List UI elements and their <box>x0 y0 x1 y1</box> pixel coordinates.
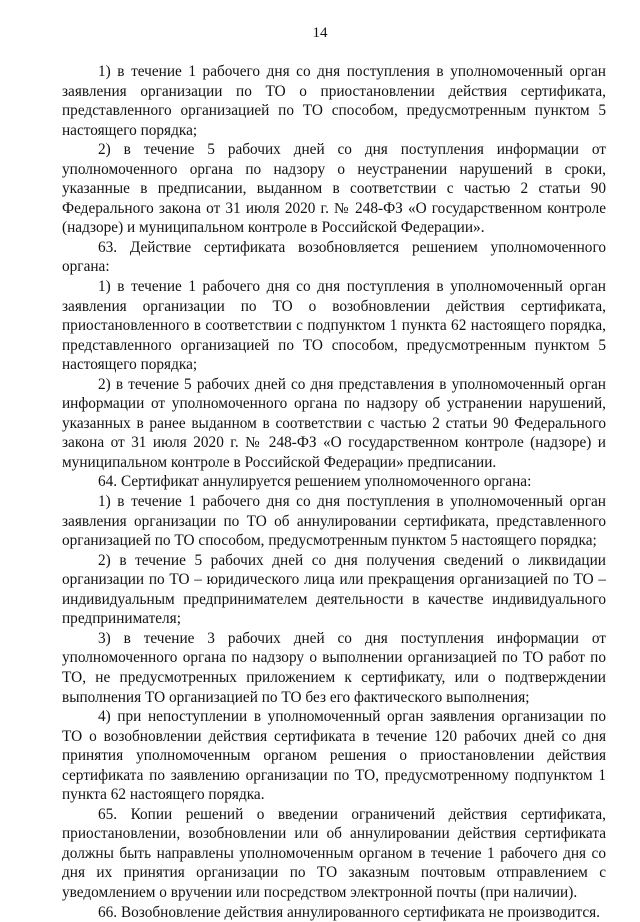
paragraph-64-item-1: 1) в течение 1 рабочего дня со дня поступления в уполномоченный орган заявления организации по ТО об аннулировании сертификата, представленного организацией по ТО способом, предусмотренным пунктом 5 настоящего порядка; <box>62 493 606 550</box>
paragraph-62-item-1: 1) в течение 1 рабочего дня со дня поступления в уполномоченный орган заявления организации по ТО о приостановлении действия сертификата, представленного организацией по ТО способом, предусмотренным пунктом 5 настоящего порядка; <box>62 63 606 139</box>
paragraph-63-item-1: 1) в течение 1 рабочего дня со дня поступления в уполномоченный орган заявления организации по ТО о возобновлении действия сертификата, приостановленного в соответствии с подпунктом 1 пункта 62 настоящего порядка, представленного организацией по ТО способом, предусмотренным пунктом 5 настоящего порядка; <box>62 278 606 374</box>
paragraph-64-item-2: 2) в течение 5 рабочих дней со дня получения сведений о ликвидации организации по ТО – юридического лица или прекращения организацией по ТО – индивидуальным предпринимателем деятельности в качестве индивидуального предпринимателя; <box>62 551 606 628</box>
page-number: 14 <box>312 25 328 41</box>
paragraph-64: 64. Сертификат аннулируется решением уполномоченного органа: <box>98 473 532 491</box>
paragraph-63: 63. Действие сертификата возобновляется решением уполномоченного органа: <box>62 238 606 276</box>
document-body <box>62 62 606 922</box>
paragraph-65: 65. Копии решений о введении ограничений действия сертификата, приостановлении, возобновлении или об аннулировании действия сертификата должны быть направлены уполномоченным органом в течение 1 рабочего дня со дня их принятия организации по ТО заказным почтовым отправлением с уведомлением о вручении или посредством электронной почты (при наличии). <box>62 805 606 901</box>
paragraph-66: 66. Возобновление действия аннулированного сертификата не производится. <box>98 903 600 921</box>
paragraph-63-item-2: 2) в течение 5 рабочих дней со дня представления в уполномоченный орган информации от уполномоченного органа по надзору об устранении нарушений, указанных в ранее выданном в соответствии с частью 2 статьи 90 Федерального закона от 31 июля 2020 г. № 248-ФЗ «О государственном контроле (надзоре) и муниципальном контроле в Российской Федерации» предписании. <box>62 375 606 471</box>
paragraph-64-item-4: 4) при непоступлении в уполномоченный орган заявления организации по ТО о возобновлении действия сертификата в течение 120 рабочих дней со дня принятия уполномоченным органом решения о приостановлении действия сертификата по заявлению организации по ТО, предусмотренному подпунктом 1 пункта 62 настоящего порядка. <box>62 708 606 804</box>
paragraph-64-item-3: 3) в течение 3 рабочих дней со дня поступления информации от уполномоченного органа по надзору о выполнении организацией по ТО работ по ТО, не предусмотренных приложением к сертификату, или о подтверждении выполнения ТО организацией по ТО без его фактического выполнения; <box>62 629 606 706</box>
paragraph-62-item-2: 2) в течение 5 рабочих дней со дня поступления информации от уполномоченного органа по надзору о неустранении нарушений в сроки, указанные в предписании, выданном в соответствии с частью 2 статьи 90 Федерального закона от 31 июля 2020 г. № 248-ФЗ «О государственном контроле (надзоре) и муниципальном контроле в Российской Федерации». <box>62 141 606 237</box>
